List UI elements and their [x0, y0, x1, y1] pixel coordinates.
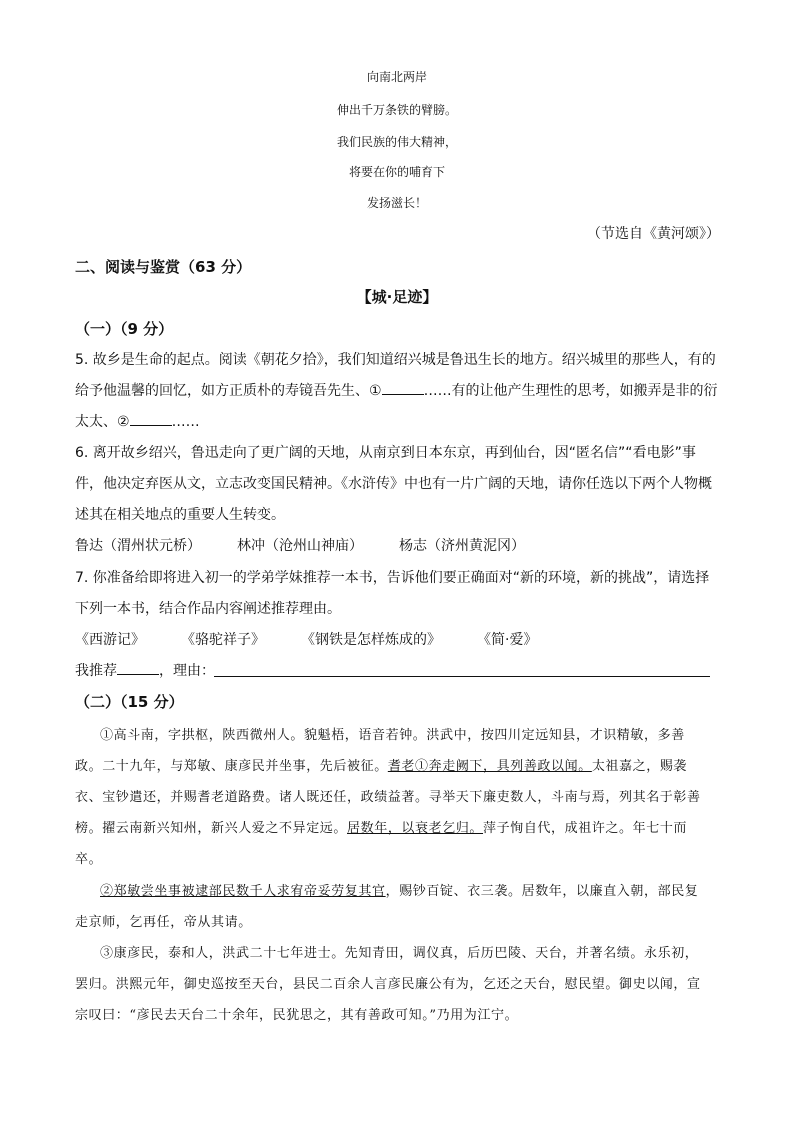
p1-line-1: ①高斗南，字拱枢，陕西微州人。貌魁梧，语音若钟。洪武中，按四川定远知县，才识精敏，多善 — [100, 728, 685, 743]
q5-line-2-b: ……有的让他产生理性的思考，如搬弄是非的衍 — [423, 383, 718, 399]
q5-line-2 — [75, 380, 718, 400]
q7-book-1: 《西游记》 — [75, 632, 145, 648]
poem-line-4: 将要在你的哺育下 — [348, 165, 445, 179]
q7-book-2: 《骆驼祥子》 — [181, 632, 265, 648]
p1-line-2-a: 政。二十九年，与郑敏、康彦民并坐事，先后被征。 — [75, 759, 388, 774]
section-theme: 【城·足迹】 — [356, 288, 438, 306]
poem-line-2: 伸出千万条铁的臂膀。 — [336, 103, 457, 117]
q6-line-1: 6. 离开故乡绍兴，鲁迅走向了更广阔的天地，从南京到日本东京，再到仙台，因“匿名信”“看电影”事 — [75, 445, 696, 461]
q7-line-2: 下列一本书，结合作品内容阐述推荐理由。 — [75, 601, 341, 617]
p2-underlined: ②郑敏尝坐事被逮部民数千人求宥帝妥劳复其官 — [100, 884, 386, 899]
p2-line-2: 走京师，乞再任，帝从其请。 — [75, 915, 252, 930]
p1-underlined-1: 耆老①奔走阙下，具列善政以闻。 — [387, 759, 592, 774]
p1-line-3: 衣、宝钞遣还，并赐耆老道路费。诸人既还任，政绩益著。寻举天下廉吏数人，斗南与焉，列其名于彰善 — [75, 790, 701, 805]
p2-line-1 — [100, 880, 698, 899]
part2-label: （二）（15 分） — [75, 693, 184, 711]
p1-line-4-a: 榜。擢云南新兴知州，新兴人爱之不异定远。 — [75, 821, 348, 836]
q6-option-1: 鲁达（渭州状元桥） — [75, 538, 201, 554]
p1-underlined-2: 居数年，以衰老乞归。 — [347, 821, 484, 836]
part1-label: （一）（9 分） — [75, 320, 174, 338]
poem-line-1: 向南北两岸 — [366, 70, 427, 84]
p3-line-3: 宗叹曰：“彦民去天台二十余年，民犹思之，其有善政可知。”乃用为江宁。 — [75, 1008, 519, 1023]
q7-recommend — [75, 660, 215, 680]
p1-line-2 — [75, 755, 687, 774]
p1-line-4 — [75, 817, 687, 836]
q7-books — [75, 629, 537, 649]
section-heading: 二、阅读与鉴赏（63 分） — [75, 258, 252, 276]
p1-line-4-c: 萍子恂自代，成祖许之。年七十而 — [483, 821, 688, 836]
q7-line-1: 7. 你准备给即将进入初一的学弟学妹推荐一本书，告诉他们要正确面对“新的环境，新的挑战”，请选择 — [75, 570, 710, 586]
q6-options — [75, 535, 525, 555]
answer-blank-2[interactable] — [130, 413, 172, 426]
q7-book-3: 《钢铁是怎样炼成的》 — [301, 632, 441, 648]
poem-line-5: 发扬滋长！ — [366, 196, 427, 210]
p2-line-1-b: ，赐钞百锭、衣三袭。居数年，以廉直入朝，部民复 — [385, 884, 699, 899]
p3-line-1: ③康彦民，泰和人，洪武二十七年进士。先知青田，调仪真，后历巴陵、天台，并著名绩。永乐初， — [100, 946, 699, 961]
q5-line-3-b: …… — [171, 414, 200, 430]
q6-option-3: 杨志（济州黄泥冈） — [399, 538, 525, 554]
poem-source: （节选自《黄河颂》） — [587, 226, 720, 242]
p3-line-2: 罢归。洪熙元年，御史巡按至天台，县民二百余人言彦民廉公有为，乞还之天台，慰民望。御史以闻，宣 — [75, 977, 701, 992]
p1-line-2-c: 太祖嘉之，赐袭 — [591, 759, 688, 774]
poem-line-3: 我们民族的伟大精神， — [336, 135, 457, 149]
q5-line-2-a: 给予他温馨的回忆，如方正质朴的寿镜吾先生、① — [75, 383, 382, 399]
q6-line-3: 述其在相关地点的重要人生转变。 — [75, 507, 285, 523]
reason-blank[interactable] — [214, 676, 710, 677]
q6-line-2: 件，他决定弃医从文，立志改变国民精神。《水浒传》中也有一片广阔的天地，请你任选以下两个人物概 — [75, 476, 712, 492]
book-blank[interactable] — [117, 662, 159, 675]
answer-blank-1[interactable] — [382, 382, 424, 395]
q7-book-4: 《简·爱》 — [477, 632, 538, 648]
q7-recommend-b: ，理由： — [159, 663, 215, 679]
q5-line-3-a: 太太、② — [75, 414, 130, 430]
q5-line-1: 5. 故乡是生命的起点。阅读《朝花夕拾》，我们知道绍兴城是鲁迅生长的地方。绍兴城里的那些人，有的 — [75, 352, 716, 368]
q5-line-3 — [75, 411, 200, 431]
q7-recommend-a: 我推荐 — [75, 663, 117, 679]
q6-option-2: 林冲（沧州山神庙） — [237, 538, 363, 554]
p1-line-5: 卒。 — [75, 852, 103, 867]
